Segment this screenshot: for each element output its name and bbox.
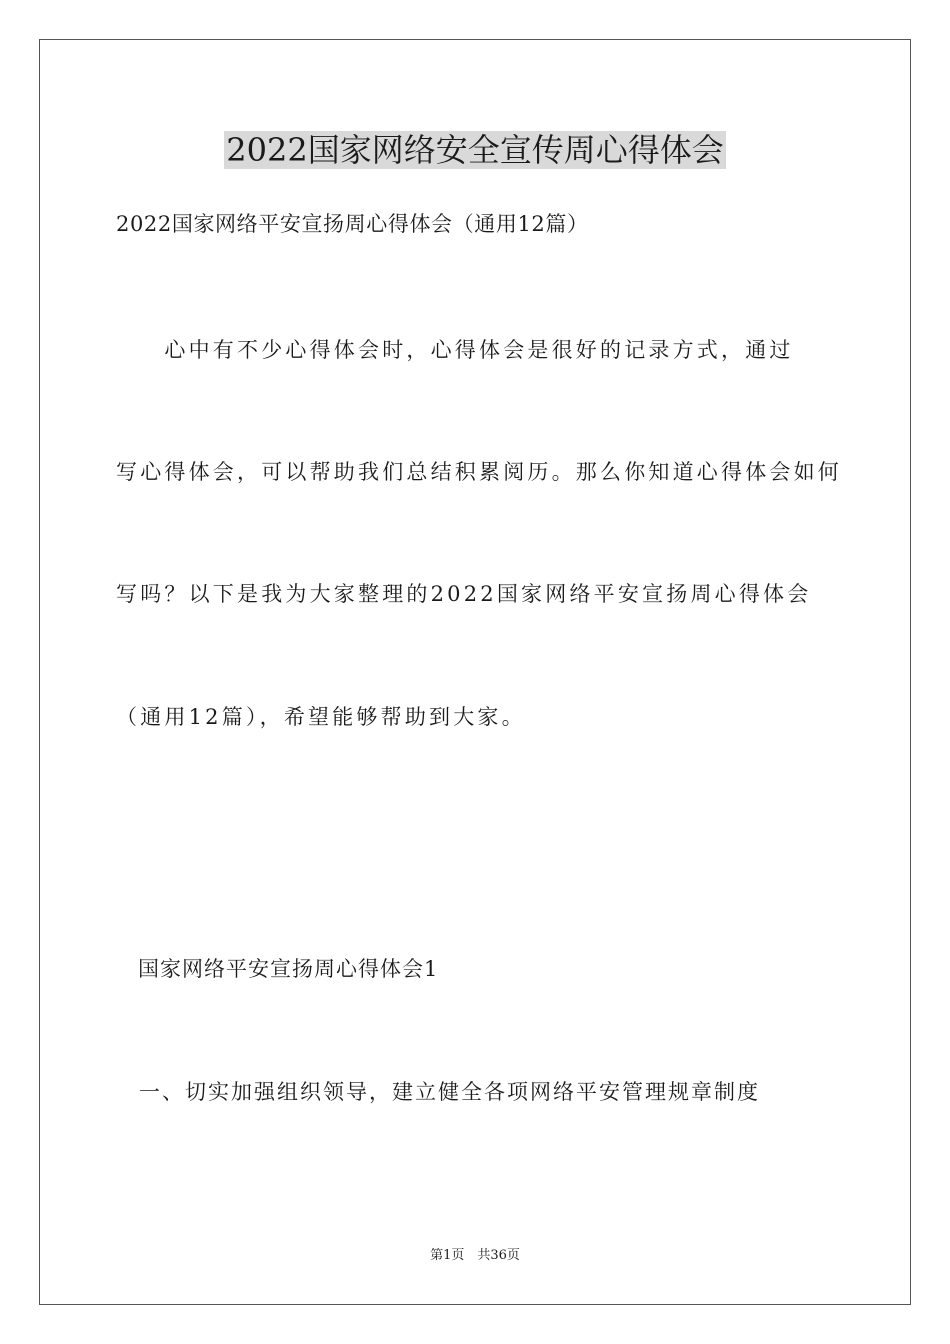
paragraph-line: 写吗？以下是我为大家整理的2022国家网络平安宣扬周心得体会 <box>116 582 812 606</box>
paragraph-line: （通用12篇），希望能够帮助到大家。 <box>116 705 526 729</box>
document-subtitle: 2022国家网络平安宣扬周心得体会（通用12篇） <box>116 212 589 236</box>
section-subheading: 一、切实加强组织领导，建立健全各项网络平安管理规章制度 <box>116 1080 760 1104</box>
paragraph-line: 写心得体会，可以帮助我们总结积累阅历。那么你知道心得体会如何 <box>116 460 842 484</box>
page-footer: 第1页 共36页 <box>430 1248 520 1263</box>
section-heading: 国家网络平安宣扬周心得体会1 <box>116 957 439 981</box>
document-title-text: 2022国家网络安全宣传周心得体会 <box>226 131 724 169</box>
paragraph-line: 心中有不少心得体会时，心得体会是很好的记录方式，通过 <box>116 338 794 362</box>
document-title <box>0 128 950 172</box>
